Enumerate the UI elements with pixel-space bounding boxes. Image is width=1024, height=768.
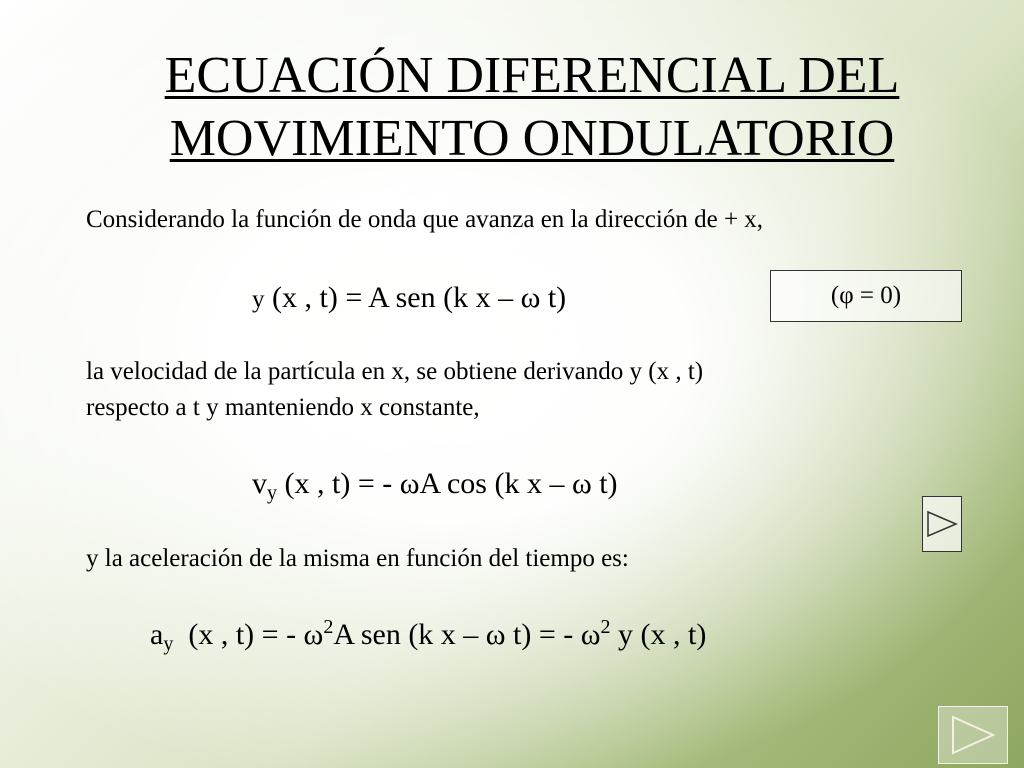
acceleration-equation bbox=[150, 617, 706, 653]
wave-function-equation bbox=[252, 280, 566, 318]
slide-title bbox=[0, 44, 1024, 170]
velocity-text bbox=[86, 354, 703, 426]
eq2-sub: y bbox=[267, 482, 277, 504]
intro-text: Considerando la función de onda que avanza en la dirección de + x, bbox=[86, 206, 764, 233]
eq3-sup2: 2 bbox=[600, 616, 611, 638]
velocity-equation bbox=[252, 466, 618, 502]
velocity-text-line-2: respecto a t y manteniendo x constante, bbox=[86, 394, 480, 421]
velocity-text-line-1: la velocidad de la partícula en x, se obtiene derivando y (x , t) bbox=[86, 358, 704, 385]
next-slide-icon bbox=[947, 713, 999, 757]
phase-note-box bbox=[770, 270, 962, 322]
title-line-1: ECUACIÓN DIFERENCIAL DEL bbox=[164, 47, 900, 104]
eq2-rest: (x , t) = - ωA cos (k x – ω t) bbox=[277, 467, 618, 500]
eq3-sup1: 2 bbox=[323, 616, 334, 638]
eq3-part2: A sen (k x – ω t) = - ω bbox=[333, 618, 601, 651]
phase-note: (φ = 0) bbox=[830, 282, 902, 309]
eq2-base: v bbox=[252, 467, 267, 500]
title-line-2: MOVIMIENTO ONDULATORIO bbox=[169, 110, 895, 167]
eq1-y: y bbox=[252, 286, 265, 313]
play-button[interactable] bbox=[922, 496, 962, 552]
play-triangle-icon bbox=[925, 509, 959, 539]
eq3-part1: (x , t) = - ω bbox=[173, 618, 324, 651]
eq3-base: a bbox=[150, 618, 164, 651]
next-slide-button[interactable] bbox=[938, 706, 1008, 764]
eq3-part3: y (x , t) bbox=[610, 618, 707, 651]
acceleration-text: y la aceleración de la misma en función del tiempo es: bbox=[86, 545, 629, 572]
eq1-rest: (x , t) = A sen (k x – ω t) bbox=[264, 281, 567, 314]
eq3-sub: y bbox=[163, 633, 174, 655]
